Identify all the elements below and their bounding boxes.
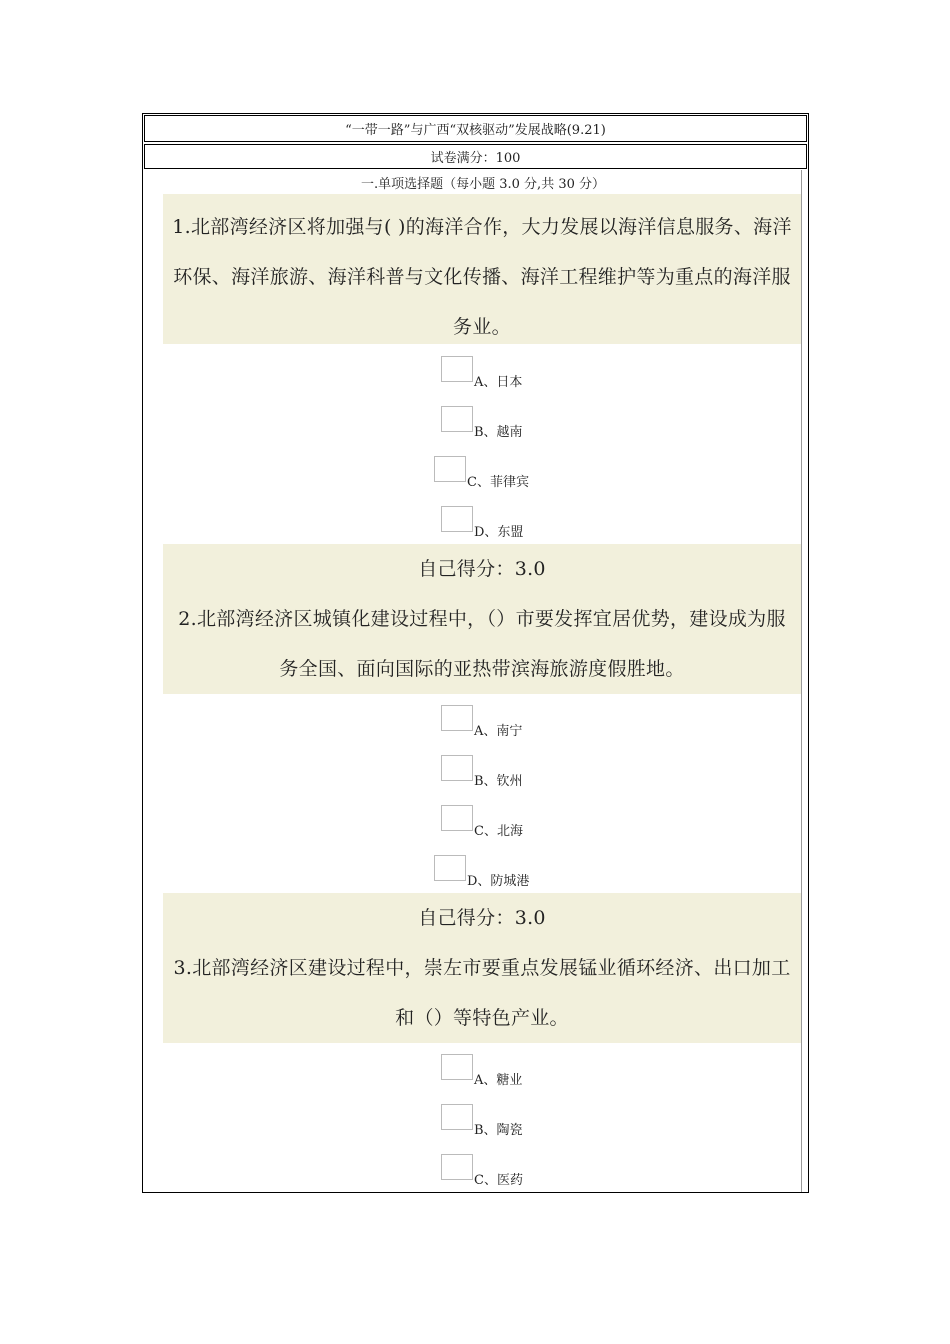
option-label: D、防城港 xyxy=(467,874,530,889)
checkbox-icon[interactable] xyxy=(441,1054,473,1080)
option-label: B、陶瓷 xyxy=(474,1123,523,1138)
question-1-option-a[interactable] xyxy=(163,350,801,400)
question-3-text: 3.北部湾经济区建设过程中，崇左市要重点发展锰业循环经济、出口加工和（）等特色产业。 xyxy=(173,957,791,1029)
question-1-option-d[interactable] xyxy=(163,500,801,550)
question-1-option-b[interactable] xyxy=(163,400,801,450)
questions-area xyxy=(163,170,803,1192)
checkbox-icon[interactable] xyxy=(434,855,466,881)
question-2-option-a[interactable] xyxy=(163,699,801,749)
option-label: C、北海 xyxy=(474,824,523,839)
option-label: D、东盟 xyxy=(474,525,524,540)
option-label: B、钦州 xyxy=(474,774,523,789)
question-3-option-b[interactable] xyxy=(163,1098,801,1148)
option-label: A、日本 xyxy=(474,375,523,390)
exam-title-row xyxy=(144,115,807,142)
option-label: A、糖业 xyxy=(474,1073,523,1088)
full-score: 试卷满分：100 xyxy=(430,151,521,166)
checkbox-icon[interactable] xyxy=(441,1154,473,1180)
score-2: 自己得分：3.0 xyxy=(418,907,546,929)
option-label: B、越南 xyxy=(474,425,523,440)
score-1: 自己得分：3.0 xyxy=(418,558,546,580)
exam-title: “一带一路”与广西“双核驱动”发展战略(9.21) xyxy=(345,123,606,138)
checkbox-icon[interactable] xyxy=(441,755,473,781)
section-title: 一.单项选择题（每小题 3.0 分,共 30 分） xyxy=(360,176,605,192)
option-label: C、医药 xyxy=(474,1173,523,1188)
full-score-row xyxy=(144,144,807,169)
question-2-option-c[interactable] xyxy=(163,799,801,849)
question-3-option-a[interactable] xyxy=(163,1048,801,1098)
checkbox-icon[interactable] xyxy=(441,506,473,532)
question-3-option-c[interactable] xyxy=(163,1148,801,1193)
exam-frame xyxy=(142,113,809,1193)
question-2-option-b[interactable] xyxy=(163,749,801,799)
option-label: C、菲律宾 xyxy=(467,475,529,490)
checkbox-icon[interactable] xyxy=(441,805,473,831)
checkbox-icon[interactable] xyxy=(434,456,466,482)
checkbox-icon[interactable] xyxy=(441,356,473,382)
question-3 xyxy=(163,893,801,1043)
question-2 xyxy=(163,544,801,694)
question-1-option-c[interactable] xyxy=(163,450,801,500)
question-2-option-d[interactable] xyxy=(163,849,801,899)
question-2-text: 2.北部湾经济区城镇化建设过程中，（）市要发挥宜居优势，建设成为服务全国、面向国际的亚热带滨海旅游度假胜地。 xyxy=(178,608,786,680)
option-label: A、南宁 xyxy=(474,724,523,739)
checkbox-icon[interactable] xyxy=(441,406,473,432)
checkbox-icon[interactable] xyxy=(441,1104,473,1130)
question-1-text: 1.北部湾经济区将加强与( )的海洋合作，大力发展以海洋信息服务、海洋环保、海洋旅游、海洋科普与文化传播、海洋工程维护等为重点的海洋服务业。 xyxy=(172,216,792,338)
question-1 xyxy=(163,194,801,344)
right-border xyxy=(801,170,802,1192)
checkbox-icon[interactable] xyxy=(441,705,473,731)
